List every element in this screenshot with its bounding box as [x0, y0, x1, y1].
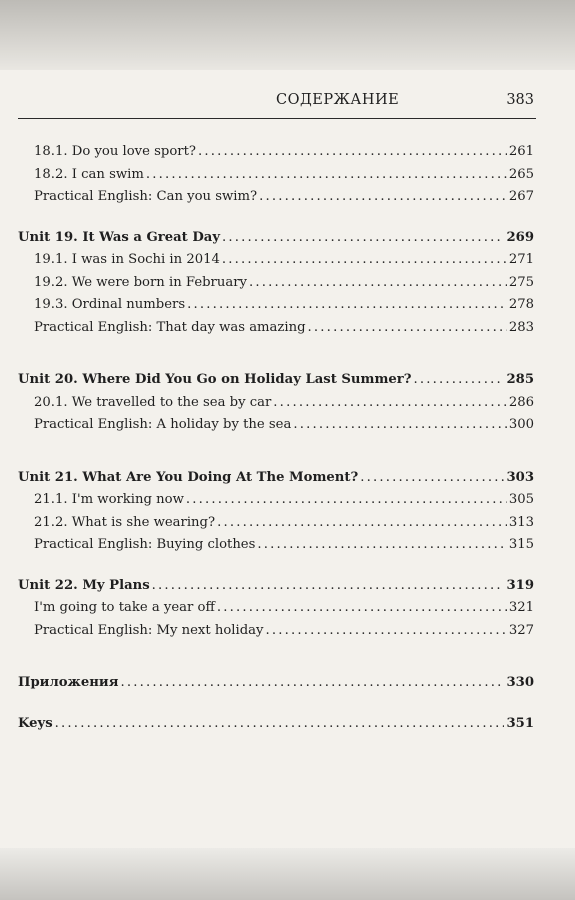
- dot-leader: [152, 575, 505, 598]
- page-bottom-shadow: [0, 848, 575, 900]
- toc-entry-title: 21.2. What is she wearing?: [34, 514, 216, 530]
- toc-unit-title: Unit 20. Where Did You Go on Holiday Last Summer?: [18, 372, 412, 387]
- toc-entry-title: 18.1. Do you love sport?: [34, 144, 196, 159]
- dot-leader: [217, 597, 507, 620]
- toc-entry-title: Practical English: That day was amazing: [34, 319, 306, 335]
- toc-unit-entry[interactable]: [18, 227, 534, 250]
- dot-leader: [187, 294, 507, 317]
- running-header: [18, 90, 536, 119]
- toc-entry-page: 315: [508, 537, 534, 552]
- toc-unit-title: Keys: [18, 715, 53, 731]
- toc-entry-page: 265: [508, 166, 534, 182]
- dot-leader: [217, 512, 507, 535]
- dot-leader: [259, 186, 507, 209]
- toc-entry[interactable]: [18, 317, 534, 340]
- toc-entry[interactable]: [18, 392, 534, 415]
- toc-entry-page: 261: [508, 144, 534, 159]
- toc-entry-page: 300: [508, 417, 534, 432]
- toc-entry-title: I'm going to take a year off: [34, 600, 215, 615]
- toc-entry-title: Practical English: Buying clothes: [34, 537, 256, 552]
- header-page-number: 383: [506, 92, 534, 108]
- dot-leader: [120, 672, 504, 695]
- toc-entry-page: 278: [508, 297, 534, 312]
- toc-entry[interactable]: [18, 164, 534, 187]
- toc-entry[interactable]: [18, 186, 534, 209]
- toc-unit-title: Unit 22. My Plans: [18, 577, 150, 593]
- toc-entry-title: Practical English: My next holiday: [34, 622, 264, 638]
- section-gap: [18, 437, 534, 467]
- toc-entry-title: 19.2. We were born in February: [34, 274, 247, 290]
- toc-unit-title: Unit 21. What Are You Doing At The Moment?: [18, 469, 359, 485]
- toc-entry-page: 286: [508, 394, 534, 410]
- toc-unit-title: Unit 19. It Was a Great Day: [18, 229, 220, 245]
- toc-entry[interactable]: [18, 620, 534, 643]
- toc-entry-title: Practical English: Can you swim?: [34, 189, 258, 204]
- toc-entry[interactable]: [18, 272, 534, 295]
- toc-appendix-entry[interactable]: [18, 672, 534, 695]
- toc-entry-title: 19.1. I was in Sochi in 2014: [34, 252, 220, 267]
- dot-leader: [273, 392, 507, 415]
- toc-entry-page: 305: [508, 492, 534, 507]
- toc-entry[interactable]: [18, 249, 534, 272]
- toc-entry-page: 271: [508, 252, 534, 267]
- toc-entry-page: 313: [508, 514, 534, 530]
- toc-unit-page: 269: [506, 229, 534, 245]
- section-gap: [18, 695, 534, 713]
- toc-unit-page: 330: [506, 675, 534, 690]
- toc-unit-page: 303: [506, 469, 534, 485]
- toc-entry[interactable]: [18, 294, 534, 317]
- section-gap: [18, 642, 534, 672]
- toc-entry-page: 267: [508, 189, 534, 204]
- dot-leader: [222, 249, 507, 272]
- toc-entry[interactable]: [18, 414, 534, 437]
- toc-entry-title: 18.2. I can swim: [34, 166, 144, 182]
- dot-leader: [222, 227, 504, 250]
- dot-leader: [413, 369, 504, 392]
- dot-leader: [55, 713, 505, 736]
- toc-unit-page: 319: [506, 577, 534, 593]
- dot-leader: [198, 141, 507, 164]
- toc-entry[interactable]: [18, 489, 534, 512]
- toc-unit-entry[interactable]: [18, 575, 534, 598]
- dot-leader: [249, 272, 507, 295]
- toc-keys-entry[interactable]: [18, 713, 534, 736]
- toc-entry-page: 327: [508, 622, 534, 638]
- dot-leader: [257, 534, 506, 557]
- toc-entry-page: 275: [508, 274, 534, 290]
- toc-unit-page: 351: [506, 715, 534, 731]
- header-title: СОДЕРЖАНИЕ: [276, 92, 400, 108]
- dot-leader: [293, 414, 506, 437]
- dot-leader: [360, 467, 504, 490]
- toc-entry[interactable]: [18, 534, 534, 557]
- toc-entry-title: 20.1. We travelled to the sea by car: [34, 394, 272, 410]
- section-gap: [18, 557, 534, 575]
- dot-leader: [146, 164, 507, 187]
- toc-unit-page: 285: [506, 372, 534, 387]
- toc-unit-entry[interactable]: [18, 369, 534, 392]
- toc-entry-page: 283: [508, 319, 534, 335]
- dot-leader: [186, 489, 507, 512]
- toc-entry-title: 19.3. Ordinal numbers: [34, 297, 186, 312]
- table-of-contents: [18, 141, 534, 735]
- toc-entry-title: Practical English: A holiday by the sea: [34, 417, 292, 432]
- toc-entry[interactable]: [18, 141, 534, 164]
- toc-entry[interactable]: [18, 597, 534, 620]
- toc-entry-title: 21.1. I'm working now: [34, 492, 184, 507]
- toc-entry[interactable]: [18, 512, 534, 535]
- section-gap: [18, 339, 534, 369]
- toc-unit-title: Приложения: [18, 675, 119, 690]
- dot-leader: [266, 620, 507, 643]
- section-gap: [18, 209, 534, 227]
- toc-unit-entry[interactable]: [18, 467, 534, 490]
- toc-entry-page: 321: [508, 600, 534, 615]
- page-top-shadow: [0, 0, 575, 70]
- dot-leader: [308, 317, 507, 340]
